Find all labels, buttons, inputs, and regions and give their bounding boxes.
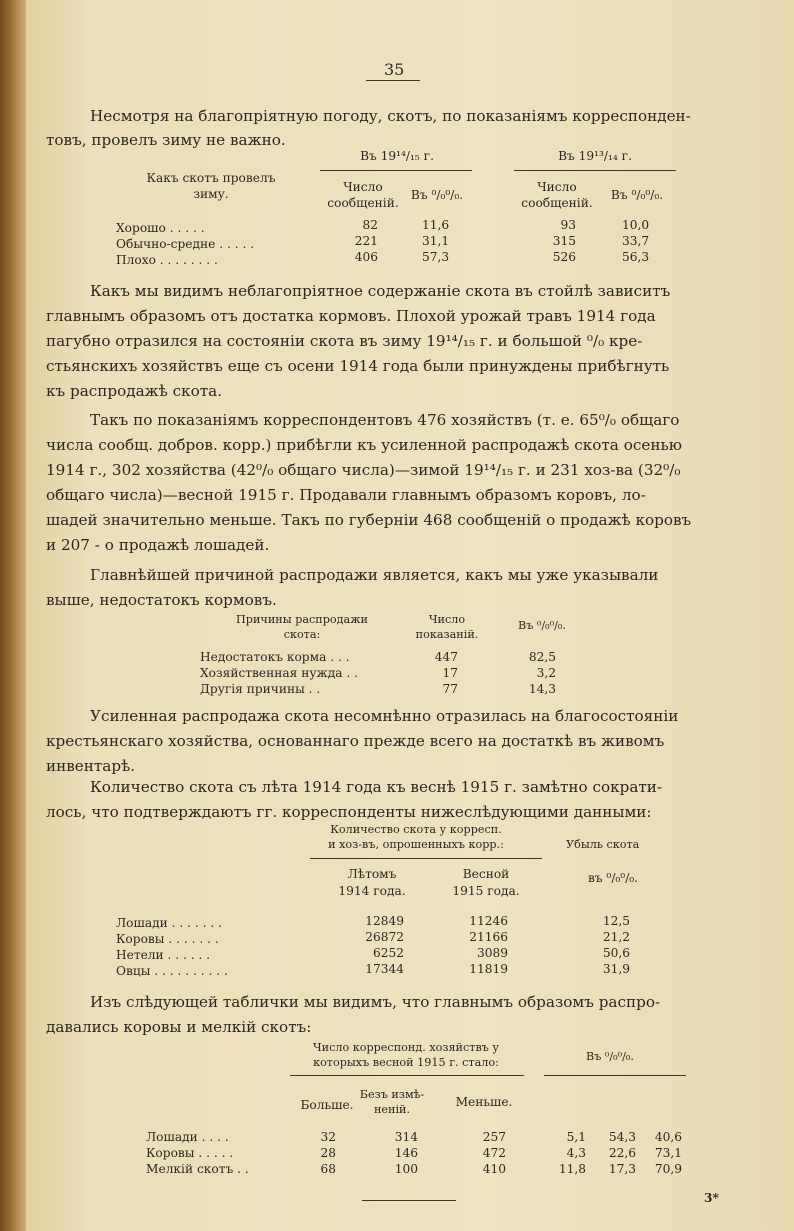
t4-cell: 70,9 [654, 1162, 682, 1176]
t1-cell: 10,0 [622, 218, 650, 232]
t1-group-1-rule [320, 170, 472, 171]
t1-group-2-rule [514, 170, 676, 171]
t3-group-rule [310, 858, 542, 859]
t1-cell: 82 [362, 218, 378, 232]
t2-row-label: Другія причины . . [200, 682, 321, 696]
paragraph-7-line-2: давались коровы и мелкій скотъ: [46, 1018, 312, 1036]
t4-cell: 4,3 [566, 1146, 586, 1160]
t2-cell: 82,5 [528, 650, 556, 664]
paragraph-3-line-5: шадей значительно меньше. Такъ по губерніи 468 сообщеній о продажѣ коровъ [46, 511, 692, 529]
t1-cell: 33,7 [622, 234, 650, 248]
paragraph-3-line-6: и 207 - о продажѣ лошадей. [46, 536, 270, 554]
t3-cell: 3089 [476, 946, 508, 960]
t3-col-spring-2: 1915 года. [452, 884, 520, 898]
t4-cell: 68 [320, 1162, 336, 1176]
t4-group-rule [290, 1075, 524, 1076]
t4-cell: 257 [482, 1130, 506, 1144]
t2-head-num-1: Число [428, 613, 466, 626]
t2-row-label: Недостатокъ корма . . . [200, 650, 350, 664]
t3-cell: 21166 [469, 930, 508, 944]
t4-cell: 54,3 [608, 1130, 636, 1144]
t1-col-num-1a: Число [343, 180, 383, 194]
t3-cell: 11246 [469, 914, 508, 928]
t4-pct-rule [544, 1075, 686, 1076]
t4-col-less: Меньше. [455, 1095, 513, 1109]
t1-col-num-2a: Число [537, 180, 577, 194]
t1-cell: 31,1 [422, 234, 450, 248]
t1-row-label: Обычно-средне . . . . . [116, 237, 255, 251]
t1-group-2: Въ 19¹³/₁₄ г. [558, 149, 632, 163]
paragraph-1-line-2: товъ, провелъ зиму не важно. [46, 131, 286, 149]
t4-col-same-1: Безъ измѣ- [359, 1088, 425, 1101]
t1-group-1: Въ 19¹⁴/₁₅ г. [360, 149, 434, 163]
t3-cell: 17344 [365, 962, 404, 976]
t1-row-head-2: зиму. [193, 187, 229, 201]
t4-col-more: Больше. [300, 1098, 354, 1112]
paragraph-7-line-1: Изъ слѣдующей таблички мы видимъ, что главнымъ образомъ распро- [90, 993, 661, 1011]
t2-cell: 447 [434, 650, 458, 664]
t3-row-label: Овцы . . . . . . . . . . [116, 964, 228, 978]
t3-cell: 6252 [372, 946, 404, 960]
t1-cell: 56,3 [622, 250, 650, 264]
t3-cell: 11819 [469, 962, 508, 976]
t2-head-pct: Въ ⁰/₀⁰/₀. [518, 619, 566, 632]
bottom-rule [362, 1200, 456, 1201]
t3-row-label: Нетели . . . . . . [116, 948, 211, 962]
t3-cell: 26872 [365, 930, 404, 944]
t4-head-pct: Въ ⁰/₀⁰/₀. [586, 1050, 634, 1063]
paragraph-2-line-5: къ распродажѣ скота. [46, 382, 223, 400]
t3-cell: 12849 [365, 914, 404, 928]
t4-cell: 28 [320, 1146, 336, 1160]
paragraph-2-line-3: пагубно отразился на состояніи скота въ зиму 19¹⁴/₁₅ г. и большой ⁰/₀ кре- [46, 332, 643, 350]
t1-cell: 526 [552, 250, 576, 264]
t2-cell: 17 [442, 666, 458, 680]
t4-col-same-2: ненiй. [373, 1103, 411, 1116]
t2-row-label: Хозяйственная нужда . . [200, 666, 358, 680]
paragraph-1-line-1: Несмотря на благопріятную погоду, скотъ, по показаніямъ корреспонден- [90, 107, 691, 125]
paragraph-5-line-3: инвентарѣ. [46, 757, 136, 775]
t3-head-group-2: и хоз-въ, опрошенныхъ корр.: [328, 838, 504, 851]
paragraph-3-line-4: общаго числа)—весной 1915 г. Продавали главнымъ образомъ коровъ, ло- [46, 486, 646, 504]
page-number: 35 [384, 60, 405, 79]
t4-cell: 410 [482, 1162, 506, 1176]
t3-row-label: Коровы . . . . . . . [116, 932, 219, 946]
paragraph-6-line-2: лось, что подтверждаютъ гг. корреспонденты нижеслѣдующими данными: [46, 803, 652, 821]
t3-cell: 12,5 [602, 914, 630, 928]
t1-col-num-2b: сообщеній. [521, 196, 593, 210]
t4-cell: 472 [482, 1146, 506, 1160]
t4-cell: 11,8 [558, 1162, 586, 1176]
t3-col-spring-1: Весной [462, 867, 510, 881]
t1-row-head-1: Какъ скотъ провелъ [146, 171, 276, 185]
paragraph-3-line-3: 1914 г., 302 хозяйства (42⁰/₀ общаго числа)—зимой 19¹⁴/₁₅ г. и 231 хоз-ва (32⁰/₀ [46, 461, 681, 479]
paragraph-2-line-2: главнымъ образомъ отъ достатка кормовъ. Плохой урожай травъ 1914 года [46, 307, 656, 325]
paragraph-5-line-2: крестьянскаго хозяйства, основаннаго прежде всего на достаткѣ въ живомъ [46, 732, 665, 750]
t4-cell: 40,6 [654, 1130, 682, 1144]
t4-cell: 73,1 [654, 1146, 682, 1160]
t3-cell: 21,2 [602, 930, 630, 944]
paragraph-2-line-4: стьянскихъ хозяйствъ еще съ осени 1914 года были принуждены прибѣгнуть [46, 357, 670, 375]
t4-row-label: Мелкій скотъ . . [146, 1162, 249, 1176]
t1-col-pct-2: Въ ⁰/₀⁰/₀. [610, 188, 664, 202]
t3-col-summer-1: Лѣтомъ [347, 867, 397, 881]
t4-row-label: Лошади . . . . [146, 1130, 229, 1144]
t3-col-summer-2: 1914 года. [338, 884, 406, 898]
t4-row-label: Коровы . . . . . [146, 1146, 234, 1160]
t1-cell: 315 [552, 234, 576, 248]
t2-head-label-2: скота: [283, 628, 321, 641]
paragraph-3-line-1: Такъ по показаніямъ корреспондентовъ 476 хозяйствъ (т. е. 65⁰/₀ общаго [90, 411, 680, 429]
t1-cell: 11,6 [422, 218, 450, 232]
paragraph-4-line-1: Главнѣйшей причиной распродажи является, какъ мы уже указывали [90, 566, 659, 584]
t4-cell: 146 [394, 1146, 418, 1160]
t4-cell: 32 [320, 1130, 336, 1144]
t4-head-group-1: Число корреспонд. хозяйствъ у [312, 1041, 500, 1054]
t4-cell: 314 [394, 1130, 418, 1144]
t4-cell: 22,6 [608, 1146, 636, 1160]
t2-head-label-1: Причины распродажи [236, 613, 368, 626]
paragraph-4-line-2: выше, недостатокъ кормовъ. [46, 591, 277, 609]
t3-head-group-1: Количество скота у корресп. [330, 823, 502, 836]
t3-col-pct: въ ⁰/₀⁰/₀. [587, 871, 639, 885]
t4-head-group-2: которыхъ весной 1915 г. стало: [313, 1056, 499, 1069]
t2-head-num-2: показаній. [415, 628, 479, 641]
t4-cell: 17,3 [608, 1162, 636, 1176]
t3-row-label: Лошади . . . . . . . [116, 916, 222, 930]
page-number-underline [366, 80, 420, 81]
signature-mark: 3* [704, 1191, 719, 1205]
t2-cell: 77 [442, 682, 458, 696]
t1-col-num-1b: сообщеній. [327, 196, 399, 210]
paragraph-3-line-2: числа сообщ. добров. корр.) прибѣгли къ усиленной распродажѣ скота осенью [46, 436, 682, 454]
t3-cell: 31,9 [602, 962, 630, 976]
t2-cell: 14,3 [528, 682, 556, 696]
t1-cell: 221 [354, 234, 378, 248]
t1-cell: 57,3 [422, 250, 450, 264]
paragraph-6-line-1: Количество скота съ лѣта 1914 года къ веснѣ 1915 г. замѣтно сократи- [90, 778, 663, 796]
t1-col-pct-1: Въ ⁰/₀⁰/₀. [410, 188, 464, 202]
paragraph-5-line-1: Усиленная распродажа скота несомнѣнно отразилась на благосостояніи [90, 707, 679, 725]
t1-row-label: Плохо . . . . . . . . [116, 253, 218, 267]
t4-cell: 100 [394, 1162, 418, 1176]
t4-cell: 5,1 [566, 1130, 586, 1144]
t1-row-label: Хорошо . . . . . [116, 221, 205, 235]
t3-cell: 50,6 [602, 946, 630, 960]
t2-cell: 3,2 [536, 666, 556, 680]
t3-head-loss: Убыль скота [566, 838, 640, 851]
paragraph-2-line-1: Какъ мы видимъ неблагопріятное содержаніе скота въ стойлѣ зависитъ [90, 282, 671, 300]
book-spine-shadow [0, 0, 26, 1231]
t1-cell: 406 [354, 250, 378, 264]
t1-cell: 93 [560, 218, 576, 232]
